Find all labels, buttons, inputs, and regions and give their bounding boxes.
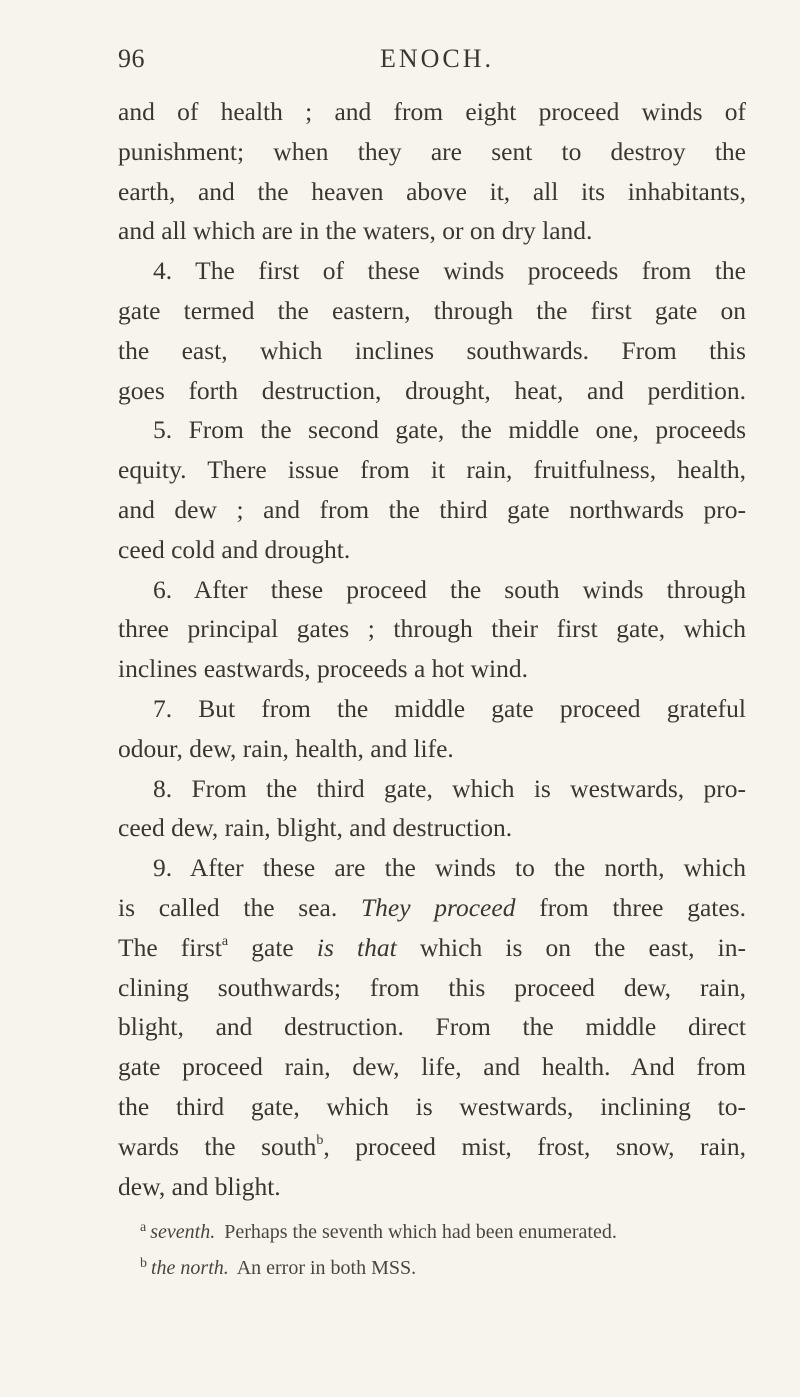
text-line: goes forth destruction, drought, heat, and perdition. [118,375,746,405]
italic-run: is that [316,932,397,962]
footnote-ref-a[interactable]: a [221,933,229,949]
text-run: gate [228,932,317,962]
text-line: earth, and the heaven above it, all its inhabitants, [118,176,746,206]
text-line: dew, and blight. [118,1171,281,1201]
text-line: ceed cold and drought. [118,534,351,564]
footnotes [118,1212,746,1284]
text-run: , proceed mist, frost, snow, rain, [323,1131,746,1161]
footnote-key: the north. [151,1257,229,1280]
text-line: and of health ; and from eight proceed winds of [118,97,746,126]
footnote-a [118,1212,746,1248]
text-run: The first [118,932,222,962]
body-text [118,92,746,1284]
text-line [118,1127,746,1167]
text-run: is called the sea. [118,892,361,922]
text-line: blight, and destruction. From the middle direct [118,1012,746,1042]
text-line: clining southwards; from this proceed dew, rain, [118,972,746,1002]
footnote-mark: a [140,1220,147,1236]
text-line: 9. After these are the winds to the north, which [153,853,746,883]
text-run: wards the south [118,1131,317,1161]
text-line: 6. After these proceed the south winds through [153,574,746,604]
page-header [118,44,738,84]
text-line: 8. From the third gate, which is westwards, pro- [153,773,746,803]
text-line: 4. The first of these winds proceeds from the [153,256,746,286]
text-run: from three gates. [515,892,746,922]
text-line [118,928,746,968]
text-line: and all which are in the waters, or on dry land. [118,216,593,246]
text-line: punishment; when they are sent to destroy the [118,136,746,166]
text-run: which is on the east, in- [396,932,746,962]
text-line: 7. But from the middle gate proceed grateful [153,693,746,723]
text-line: gate proceed rain, dew, life, and health. And from [118,1052,746,1082]
text-line: the third gate, which is westwards, inclining to- [118,1091,746,1121]
footnote-ref-b[interactable]: b [316,1132,324,1148]
text-line: ceed dew, rain, blight, and destruction. [118,813,513,843]
text-line: inclines eastwards, proceeds a hot wind. [118,654,529,684]
text-line: three principal gates ; through their first gate, which [118,614,746,644]
text-line: odour, dew, rain, health, and life. [118,733,454,763]
text-line: and dew ; and from the third gate northwards pro- [118,494,746,524]
footnote-mark: b [140,1256,147,1272]
running-head: ENOCH. [380,44,495,73]
page-number: 96 [118,44,145,73]
footnote-text: Perhaps the seventh which had been enumerated. [224,1221,617,1244]
text-line: 5. From the second gate, the middle one, proceeds [153,415,746,445]
footnote-text: An error in both MSS. [236,1257,417,1280]
text-line [118,888,746,928]
italic-run: They proceed [360,892,516,922]
text-line: the east, which inclines southwards. From this [118,335,746,365]
footnote-key: seventh. [150,1221,216,1244]
footnote-b [118,1248,746,1284]
text-line: equity. There issue from it rain, fruitfulness, health, [118,455,746,485]
text-line: gate termed the eastern, through the first gate on [118,295,746,325]
